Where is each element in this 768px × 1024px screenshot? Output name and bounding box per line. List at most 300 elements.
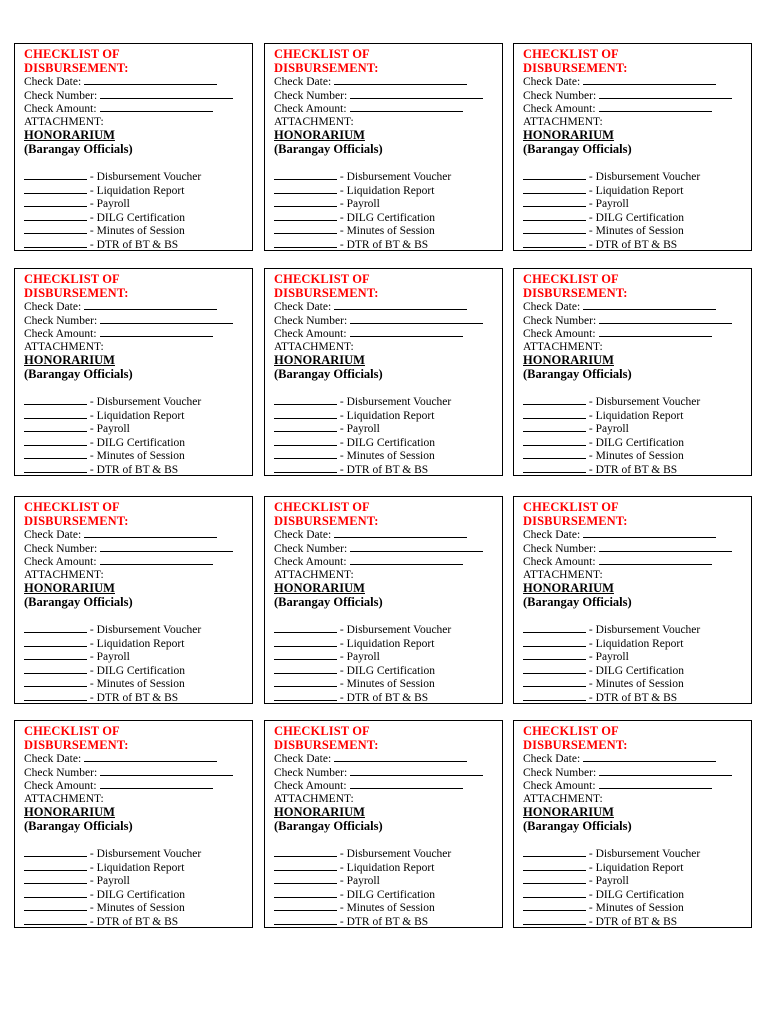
card-title: CHECKLIST OF DISBURSEMENT:	[24, 272, 129, 300]
check-blank-line[interactable]	[24, 915, 87, 925]
attachment-list	[274, 847, 498, 929]
check-blank-line[interactable]	[274, 623, 337, 633]
check-blank-line[interactable]	[523, 197, 586, 207]
card-title: CHECKLIST OF DISBURSEMENT:	[523, 47, 628, 75]
check-blank-line[interactable]	[24, 677, 87, 687]
field-blank-line[interactable]	[350, 89, 483, 99]
field-blank-line[interactable]	[84, 752, 217, 762]
attachment-item	[274, 691, 498, 705]
field-blank-line[interactable]	[100, 102, 213, 112]
field-blank-line[interactable]	[350, 542, 483, 552]
check-blank-line[interactable]	[274, 888, 337, 898]
check-blank-line[interactable]	[523, 847, 586, 857]
check-blank-line[interactable]	[523, 861, 586, 871]
attachment-item-label: - DTR of BT & BS	[87, 238, 179, 251]
check-blank-line[interactable]	[24, 170, 87, 180]
check-blank-line[interactable]	[24, 861, 87, 871]
check-blank-line[interactable]	[523, 874, 586, 884]
attachment-item	[523, 184, 747, 198]
field-label: Check Date:	[274, 529, 332, 541]
attachment-item-label: - Disbursement Voucher	[87, 624, 202, 636]
check-blank-line[interactable]	[274, 170, 337, 180]
field-blank-line[interactable]	[100, 766, 233, 776]
field-row	[274, 314, 498, 328]
attachment-item	[24, 677, 248, 691]
field-row	[24, 75, 248, 89]
field-blank-line[interactable]	[583, 75, 716, 85]
attachment-item-label: - Minutes of Session	[337, 678, 435, 691]
field-label: Check Number:	[24, 766, 98, 779]
field-row	[24, 766, 248, 780]
check-blank-line[interactable]	[523, 664, 586, 674]
attachment-item-label: - DILG Certification	[337, 664, 436, 677]
field-row	[24, 300, 248, 314]
attachment-item-label: - Minutes of Session	[87, 902, 185, 915]
field-row	[274, 542, 498, 556]
field-label: Check Date:	[274, 753, 332, 765]
checklist-card	[264, 720, 503, 928]
attachment-item	[274, 901, 498, 915]
check-blank-line[interactable]	[274, 677, 337, 687]
category-subheading: (Barangay Officials)	[24, 367, 133, 381]
field-row	[523, 555, 747, 569]
field-blank-line[interactable]	[84, 75, 217, 85]
field-label: Check Number:	[24, 314, 98, 327]
card-title: CHECKLIST OF DISBURSEMENT:	[274, 500, 379, 528]
attachment-item-label: - DILG Certification	[87, 436, 186, 449]
attachment-item	[274, 449, 498, 463]
field-blank-line[interactable]	[599, 89, 732, 99]
field-row	[523, 314, 747, 328]
field-row	[24, 752, 248, 766]
field-label: Check Date:	[523, 753, 581, 765]
check-blank-line[interactable]	[274, 861, 337, 871]
field-blank-line[interactable]	[350, 779, 463, 789]
field-blank-line[interactable]	[100, 314, 233, 324]
category-heading: HONORARIUM	[274, 128, 365, 142]
attachment-item	[24, 224, 248, 238]
attachment-list	[274, 170, 498, 252]
attachment-item	[24, 691, 248, 705]
field-row	[274, 779, 498, 793]
check-blank-line[interactable]	[523, 238, 586, 248]
field-label: Check Amount:	[523, 780, 596, 792]
attachment-item	[523, 623, 747, 637]
field-blank-line[interactable]	[583, 752, 716, 762]
field-blank-line[interactable]	[100, 555, 213, 565]
attachment-item	[24, 238, 248, 252]
field-label: Check Amount:	[523, 328, 596, 340]
field-label: Check Number:	[274, 766, 348, 779]
check-blank-line[interactable]	[274, 211, 337, 221]
check-blank-line[interactable]	[274, 436, 337, 446]
check-blank-line[interactable]	[274, 449, 337, 459]
check-blank-line[interactable]	[523, 901, 586, 911]
attachment-label: ATTACHMENT:	[274, 568, 354, 581]
attachment-item	[24, 847, 248, 861]
check-blank-line[interactable]	[24, 623, 87, 633]
check-blank-line[interactable]	[523, 449, 586, 459]
attachment-item	[24, 650, 248, 664]
check-blank-line[interactable]	[24, 874, 87, 884]
attachment-item	[24, 861, 248, 875]
check-blank-line[interactable]	[24, 637, 87, 647]
field-label: Check Amount:	[274, 328, 347, 340]
attachment-label: ATTACHMENT:	[24, 340, 104, 353]
attachment-item-label: - Liquidation Report	[87, 184, 185, 197]
check-blank-line[interactable]	[24, 650, 87, 660]
attachment-list	[523, 847, 747, 929]
attachment-item-label: - Disbursement Voucher	[87, 848, 202, 860]
check-blank-line[interactable]	[523, 422, 586, 432]
attachment-item	[523, 395, 747, 409]
checklist-card	[264, 268, 503, 476]
check-blank-line[interactable]	[274, 422, 337, 432]
field-blank-line[interactable]	[350, 314, 483, 324]
card-title: CHECKLIST OF DISBURSEMENT:	[523, 272, 628, 300]
check-blank-line[interactable]	[274, 395, 337, 405]
field-label: Check Amount:	[24, 780, 97, 792]
field-label: Check Number:	[523, 314, 597, 327]
attachment-item-label: - DILG Certification	[87, 888, 186, 901]
attachment-item-label: - Disbursement Voucher	[87, 171, 202, 183]
attachment-item	[274, 224, 498, 238]
field-blank-line[interactable]	[583, 300, 716, 310]
attachment-item	[523, 847, 747, 861]
field-blank-line[interactable]	[599, 314, 732, 324]
field-row	[24, 102, 248, 116]
attachment-item-label: - Disbursement Voucher	[586, 624, 701, 636]
attachment-item	[274, 463, 498, 477]
category-heading: HONORARIUM	[274, 581, 365, 595]
checklist-card	[513, 720, 752, 928]
check-blank-line[interactable]	[24, 197, 87, 207]
field-row	[274, 102, 498, 116]
check-blank-line[interactable]	[274, 238, 337, 248]
attachment-item-label: - DILG Certification	[337, 436, 436, 449]
category-heading: HONORARIUM	[24, 581, 115, 595]
attachment-item-label: - DILG Certification	[586, 211, 685, 224]
field-blank-line[interactable]	[350, 555, 463, 565]
check-blank-line[interactable]	[274, 901, 337, 911]
attachment-item-label: - Liquidation Report	[337, 409, 435, 422]
check-blank-line[interactable]	[523, 409, 586, 419]
attachment-item-label: - Payroll	[337, 651, 380, 664]
field-blank-line[interactable]	[599, 555, 712, 565]
attachment-item	[24, 623, 248, 637]
category-heading: HONORARIUM	[274, 805, 365, 819]
check-blank-line[interactable]	[274, 915, 337, 925]
card-title: CHECKLIST OF DISBURSEMENT:	[24, 47, 129, 75]
check-blank-line[interactable]	[274, 691, 337, 701]
category-heading: HONORARIUM	[24, 805, 115, 819]
field-row	[523, 766, 747, 780]
field-blank-line[interactable]	[350, 102, 463, 112]
card-title: CHECKLIST OF DISBURSEMENT:	[274, 724, 379, 752]
attachment-item	[24, 888, 248, 902]
attachment-item	[24, 409, 248, 423]
field-blank-line[interactable]	[599, 542, 732, 552]
attachment-item-label: - DILG Certification	[87, 211, 186, 224]
field-label: Check Date:	[274, 76, 332, 88]
attachment-item-label: - DILG Certification	[337, 888, 436, 901]
attachment-item-label: - Minutes of Session	[337, 225, 435, 238]
attachment-label: ATTACHMENT:	[274, 340, 354, 353]
check-blank-line[interactable]	[24, 901, 87, 911]
attachment-list	[523, 170, 747, 252]
attachment-label: ATTACHMENT:	[523, 792, 603, 805]
attachment-item-label: - Liquidation Report	[586, 184, 684, 197]
field-blank-line[interactable]	[334, 528, 467, 538]
attachment-item	[24, 422, 248, 436]
check-blank-line[interactable]	[24, 238, 87, 248]
attachment-item	[274, 184, 498, 198]
check-blank-line[interactable]	[523, 224, 586, 234]
check-blank-line[interactable]	[274, 463, 337, 473]
attachment-label: ATTACHMENT:	[274, 115, 354, 128]
check-blank-line[interactable]	[274, 650, 337, 660]
category-subheading: (Barangay Officials)	[24, 595, 133, 609]
check-blank-line[interactable]	[24, 436, 87, 446]
attachment-item	[274, 637, 498, 651]
attachment-item-label: - DILG Certification	[586, 888, 685, 901]
attachment-list	[523, 395, 747, 477]
check-blank-line[interactable]	[523, 170, 586, 180]
check-blank-line[interactable]	[274, 184, 337, 194]
check-blank-line[interactable]	[24, 888, 87, 898]
attachment-label: ATTACHMENT:	[523, 568, 603, 581]
attachment-item-label: - Payroll	[586, 875, 629, 888]
check-blank-line[interactable]	[24, 409, 87, 419]
check-blank-line[interactable]	[24, 691, 87, 701]
field-row	[523, 542, 747, 556]
attachment-list	[24, 847, 248, 929]
checklist-card	[14, 43, 253, 251]
field-blank-line[interactable]	[583, 528, 716, 538]
attachment-item	[523, 861, 747, 875]
check-blank-line[interactable]	[523, 888, 586, 898]
field-blank-line[interactable]	[84, 300, 217, 310]
field-blank-line[interactable]	[334, 752, 467, 762]
category-subheading: (Barangay Officials)	[24, 142, 133, 156]
attachment-item-label: - Liquidation Report	[87, 861, 185, 874]
attachment-item-label: - DTR of BT & BS	[586, 915, 678, 928]
field-blank-line[interactable]	[599, 102, 712, 112]
attachment-item	[24, 197, 248, 211]
check-blank-line[interactable]	[274, 409, 337, 419]
attachment-item	[523, 197, 747, 211]
field-row	[523, 327, 747, 341]
field-label: Check Amount:	[24, 556, 97, 568]
check-blank-line[interactable]	[24, 211, 87, 221]
check-blank-line[interactable]	[523, 436, 586, 446]
check-blank-line[interactable]	[523, 395, 586, 405]
field-label: Check Date:	[274, 301, 332, 313]
attachment-list	[523, 623, 747, 705]
attachment-item	[523, 422, 747, 436]
checklist-card	[14, 496, 253, 704]
attachment-item-label: - Liquidation Report	[337, 184, 435, 197]
field-label: Check Amount:	[24, 103, 97, 115]
attachment-item	[274, 861, 498, 875]
attachment-item-label: - DTR of BT & BS	[337, 238, 429, 251]
check-blank-line[interactable]	[24, 422, 87, 432]
field-label: Check Date:	[24, 76, 82, 88]
attachment-item	[24, 664, 248, 678]
checklist-card	[513, 43, 752, 251]
check-blank-line[interactable]	[523, 184, 586, 194]
category-heading: HONORARIUM	[523, 128, 614, 142]
attachment-item	[274, 422, 498, 436]
check-blank-line[interactable]	[24, 847, 87, 857]
attachment-item-label: - Payroll	[87, 423, 130, 436]
attachment-item-label: - Disbursement Voucher	[586, 848, 701, 860]
field-row	[24, 542, 248, 556]
field-row	[523, 528, 747, 542]
attachment-item	[274, 874, 498, 888]
card-title: CHECKLIST OF DISBURSEMENT:	[274, 47, 379, 75]
field-blank-line[interactable]	[350, 766, 483, 776]
field-label: Check Number:	[523, 766, 597, 779]
attachment-item-label: - DTR of BT & BS	[586, 463, 678, 476]
check-blank-line[interactable]	[24, 463, 87, 473]
attachment-item-label: - Disbursement Voucher	[586, 396, 701, 408]
check-blank-line[interactable]	[523, 463, 586, 473]
checklist-card	[513, 268, 752, 476]
check-blank-line[interactable]	[274, 197, 337, 207]
attachment-item-label: - Payroll	[337, 875, 380, 888]
check-blank-line[interactable]	[274, 637, 337, 647]
attachment-item	[274, 664, 498, 678]
field-blank-line[interactable]	[100, 327, 213, 337]
field-blank-line[interactable]	[599, 327, 712, 337]
attachment-item	[523, 874, 747, 888]
check-blank-line[interactable]	[523, 650, 586, 660]
category-subheading: (Barangay Officials)	[274, 142, 383, 156]
attachment-label: ATTACHMENT:	[523, 340, 603, 353]
attachment-item-label: - Minutes of Session	[337, 902, 435, 915]
card-title: CHECKLIST OF DISBURSEMENT:	[274, 272, 379, 300]
attachment-item-label: - Liquidation Report	[87, 637, 185, 650]
check-blank-line[interactable]	[274, 847, 337, 857]
attachment-item-label: - DILG Certification	[586, 436, 685, 449]
attachment-item	[274, 677, 498, 691]
field-blank-line[interactable]	[599, 779, 712, 789]
checklist-card	[14, 720, 253, 928]
field-label: Check Date:	[523, 76, 581, 88]
attachment-item-label: - DILG Certification	[586, 664, 685, 677]
attachment-item-label: - Liquidation Report	[586, 861, 684, 874]
attachment-item-label: - DTR of BT & BS	[586, 691, 678, 704]
attachment-item-label: - DTR of BT & BS	[87, 691, 179, 704]
attachment-item	[523, 449, 747, 463]
field-blank-line[interactable]	[100, 542, 233, 552]
attachment-item-label: - DTR of BT & BS	[337, 691, 429, 704]
attachment-item	[523, 915, 747, 929]
check-blank-line[interactable]	[523, 211, 586, 221]
check-blank-line[interactable]	[274, 664, 337, 674]
checklist-card	[513, 496, 752, 704]
field-label: Check Amount:	[274, 556, 347, 568]
category-subheading: (Barangay Officials)	[523, 595, 632, 609]
attachment-item	[523, 409, 747, 423]
category-subheading: (Barangay Officials)	[274, 595, 383, 609]
field-blank-line[interactable]	[334, 75, 467, 85]
field-label: Check Date:	[523, 529, 581, 541]
attachment-item-label: - Payroll	[586, 651, 629, 664]
field-row	[523, 75, 747, 89]
check-blank-line[interactable]	[274, 224, 337, 234]
card-title: CHECKLIST OF DISBURSEMENT:	[523, 724, 628, 752]
category-subheading: (Barangay Officials)	[24, 819, 133, 833]
attachment-label: ATTACHMENT:	[24, 792, 104, 805]
field-blank-line[interactable]	[599, 766, 732, 776]
check-blank-line[interactable]	[24, 449, 87, 459]
attachment-item	[24, 211, 248, 225]
field-row	[274, 766, 498, 780]
checklist-card	[264, 43, 503, 251]
attachment-item	[523, 224, 747, 238]
attachment-item-label: - Liquidation Report	[586, 409, 684, 422]
field-blank-line[interactable]	[334, 300, 467, 310]
field-blank-line[interactable]	[100, 779, 213, 789]
field-row	[523, 752, 747, 766]
check-blank-line[interactable]	[523, 623, 586, 633]
check-blank-line[interactable]	[523, 677, 586, 687]
attachment-item	[24, 463, 248, 477]
attachment-item	[523, 238, 747, 252]
check-blank-line[interactable]	[523, 637, 586, 647]
attachment-item	[24, 449, 248, 463]
attachment-item	[274, 211, 498, 225]
field-row	[274, 89, 498, 103]
checklist-card	[264, 496, 503, 704]
field-label: Check Date:	[24, 753, 82, 765]
attachment-item-label: - Payroll	[586, 198, 629, 211]
attachment-item	[24, 184, 248, 198]
field-blank-line[interactable]	[84, 528, 217, 538]
attachment-item-label: - Payroll	[337, 423, 380, 436]
field-label: Check Date:	[523, 301, 581, 313]
attachment-item-label: - Liquidation Report	[337, 861, 435, 874]
check-blank-line[interactable]	[24, 664, 87, 674]
field-row	[24, 555, 248, 569]
field-blank-line[interactable]	[100, 89, 233, 99]
field-row	[274, 75, 498, 89]
check-blank-line[interactable]	[24, 184, 87, 194]
check-blank-line[interactable]	[274, 874, 337, 884]
attachment-item	[523, 664, 747, 678]
attachment-item-label: - DTR of BT & BS	[337, 463, 429, 476]
check-blank-line[interactable]	[523, 915, 586, 925]
attachment-item-label: - Minutes of Session	[87, 450, 185, 463]
check-blank-line[interactable]	[523, 691, 586, 701]
attachment-item-label: - Liquidation Report	[586, 637, 684, 650]
attachment-item	[523, 637, 747, 651]
attachment-item-label: - Disbursement Voucher	[337, 171, 452, 183]
attachment-item	[274, 650, 498, 664]
attachment-item-label: - Minutes of Session	[337, 450, 435, 463]
field-blank-line[interactable]	[350, 327, 463, 337]
field-row	[24, 779, 248, 793]
field-label: Check Amount:	[274, 103, 347, 115]
attachment-item	[274, 915, 498, 929]
check-blank-line[interactable]	[24, 395, 87, 405]
category-heading: HONORARIUM	[274, 353, 365, 367]
check-blank-line[interactable]	[24, 224, 87, 234]
field-label: Check Number:	[24, 89, 98, 102]
attachment-item	[24, 901, 248, 915]
